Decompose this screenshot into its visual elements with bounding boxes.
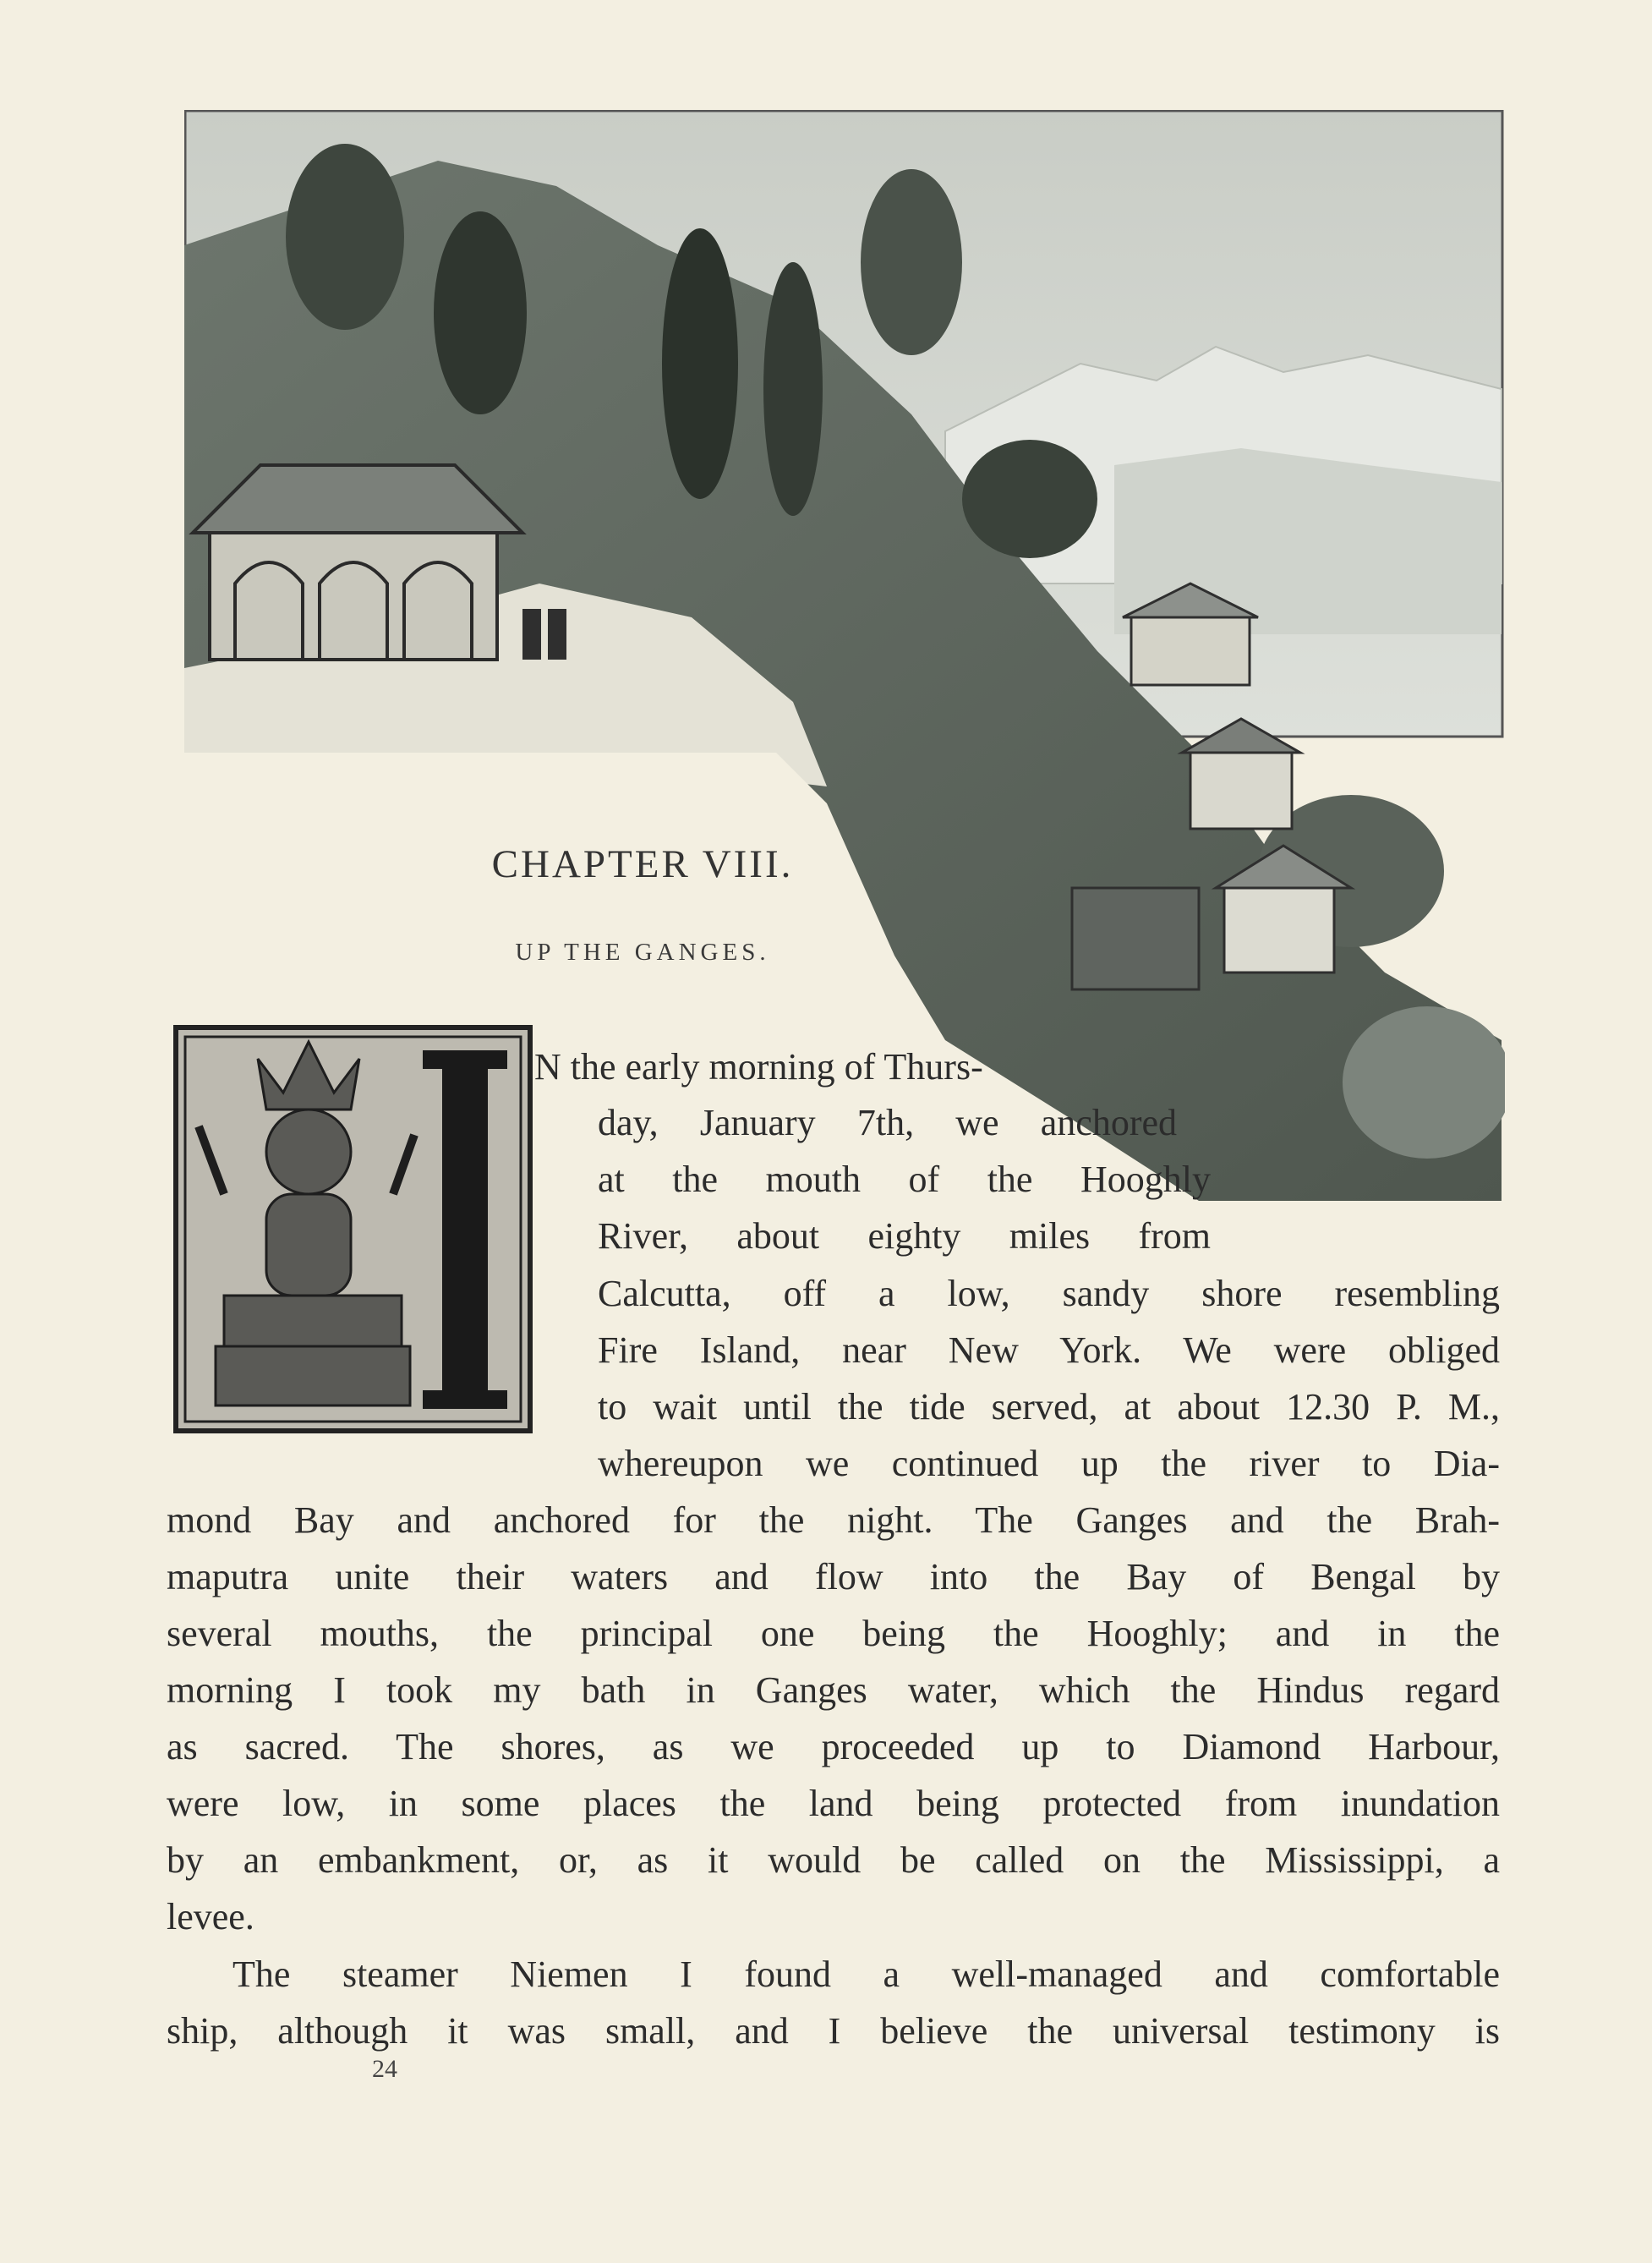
chapter-subtitle: UP THE GANGES. <box>515 939 770 966</box>
body-line: mond Bay and anchored for the night. The Ganges and the Brah- <box>167 1499 1500 1541</box>
body-line: day, January 7th, we anchored <box>598 1102 1177 1143</box>
body-line: N the early morning of Thurs- <box>534 1046 983 1088</box>
body-line: Calcutta, off a low, sandy shore resembling <box>598 1273 1500 1314</box>
body-line: morning I took my bath in Ganges water, which the Hindus regard <box>167 1669 1500 1711</box>
body-line: The steamer Niemen I found a well-managed and comfortable <box>232 1953 1500 1995</box>
body-line: levee. <box>167 1896 254 1937</box>
body-line: several mouths, the principal one being the Hooghly; and in the <box>167 1613 1500 1654</box>
body-line: ship, although it was small, and I believe the universal testimony is <box>167 2010 1500 2052</box>
body-line: as sacred. The shores, as we proceeded up to Diamond Harbour, <box>167 1726 1500 1767</box>
body-line: River, about eighty miles from <box>598 1215 1211 1257</box>
body-line: at the mouth of the Hooghly <box>598 1159 1211 1200</box>
chapter-heading: CHAPTER VIII. <box>491 842 794 886</box>
page-number: 24 <box>372 2055 397 2083</box>
body-line: by an embankment, or, as it would be called on the Mississippi, a <box>167 1839 1500 1881</box>
body-line: to wait until the tide served, at about 12.30 P. M., <box>598 1386 1500 1427</box>
body-line: Fire Island, near New York. We were obliged <box>598 1329 1500 1371</box>
body-line: were low, in some places the land being protected from inundation <box>167 1783 1500 1824</box>
body-line: whereupon we continued up the river to Dia- <box>598 1443 1500 1484</box>
drop-cap-initial <box>173 1025 533 1433</box>
body-line: maputra unite their waters and flow into the Bay of Bengal by <box>167 1556 1500 1597</box>
ornamental-deity-initial-icon <box>173 1025 533 1433</box>
